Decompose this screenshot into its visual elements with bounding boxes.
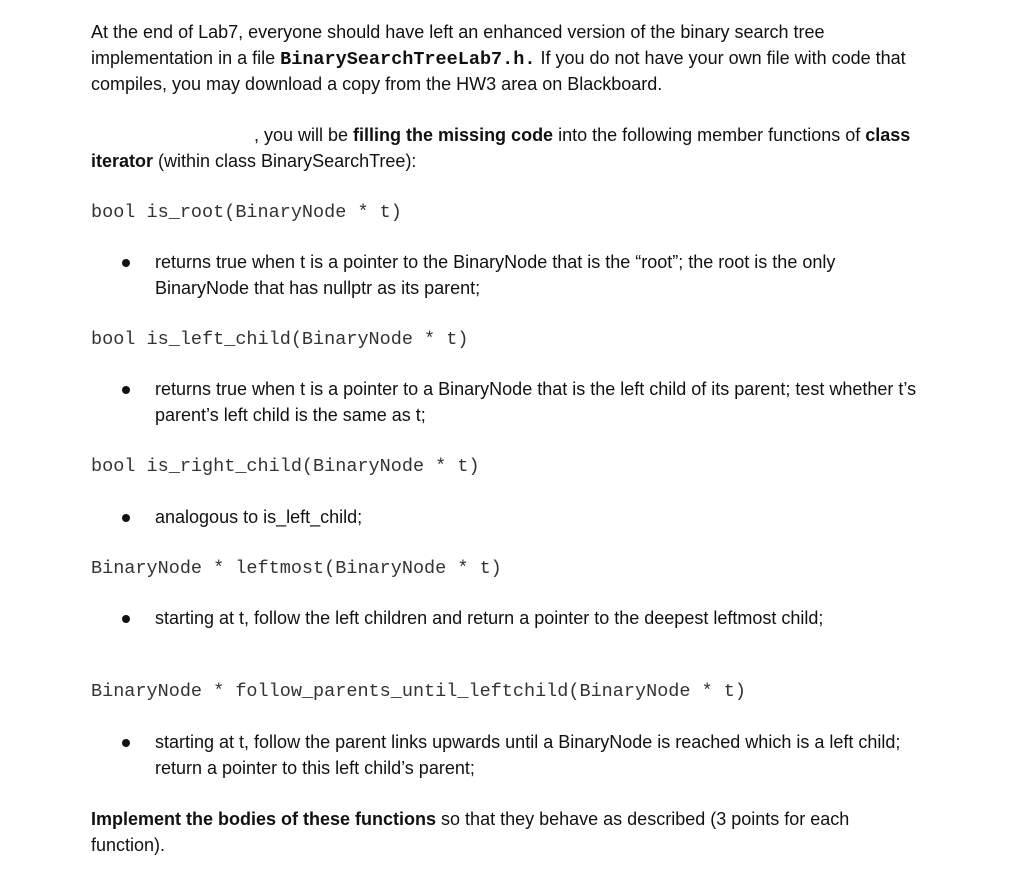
task-bold-missing-code: filling the missing code	[353, 125, 554, 145]
description-text: analogous to is_left_child;	[155, 507, 363, 527]
bullet-icon	[122, 615, 130, 623]
bullet-icon	[122, 259, 130, 267]
function-signature-is-right-child: bool is_right_child(BinaryNode * t)	[91, 456, 480, 477]
description-text: returns true when t is a pointer to a BinaryNode that is the left child of its parent; test whether t’s parent’s left child is the same as t;	[155, 379, 917, 425]
task-suffix: (within class BinarySearchTree):	[153, 150, 417, 171]
closing-bold: Implement the bodies of these functions	[91, 809, 437, 829]
closing-rest: so that they behave as described (3 points for each function).	[91, 809, 850, 855]
function-signature-is-left-child: bool is_left_child(BinaryNode * t)	[91, 329, 469, 350]
intro-paragraph	[91, 20, 921, 98]
bullet-icon	[122, 739, 130, 747]
task-paragraph	[91, 123, 921, 174]
task-prefix: , you will be	[254, 125, 354, 145]
bullet-icon	[122, 514, 130, 522]
description-text: starting at t, follow the parent links upwards until a BinaryNode is reached which is a left child; return a pointer to this left child’s parent;	[155, 732, 901, 778]
closing-paragraph	[91, 807, 921, 858]
description-text: starting at t, follow the left children and return a pointer to the deepest leftmost child;	[155, 608, 824, 628]
bullet-icon	[122, 386, 130, 394]
function-signature-is-root: bool is_root(BinaryNode * t)	[91, 202, 402, 223]
intro-text-2: If you do not have your own file with code that compiles, you may download a copy from the HW3 area on Blackboard.	[91, 47, 906, 94]
function-signature-follow-parents-until-leftchild: BinaryNode * follow_parents_until_leftchild(BinaryNode * t)	[91, 681, 747, 702]
intro-filename: BinarySearchTreeLab7.h.	[280, 48, 536, 70]
intro-text-1: At the end of Lab7, everyone should have left an enhanced version of the binary search tree implementation in a file	[91, 22, 825, 68]
function-signature-leftmost: BinaryNode * leftmost(BinaryNode * t)	[91, 558, 502, 579]
description-text: returns true when t is a pointer to the BinaryNode that is the “root”; the root is the only BinaryNode that has nullptr as its parent;	[155, 252, 836, 298]
task-middle: into the following member functions of	[553, 125, 866, 145]
task-bold-class-iterator: class iterator	[91, 125, 911, 171]
